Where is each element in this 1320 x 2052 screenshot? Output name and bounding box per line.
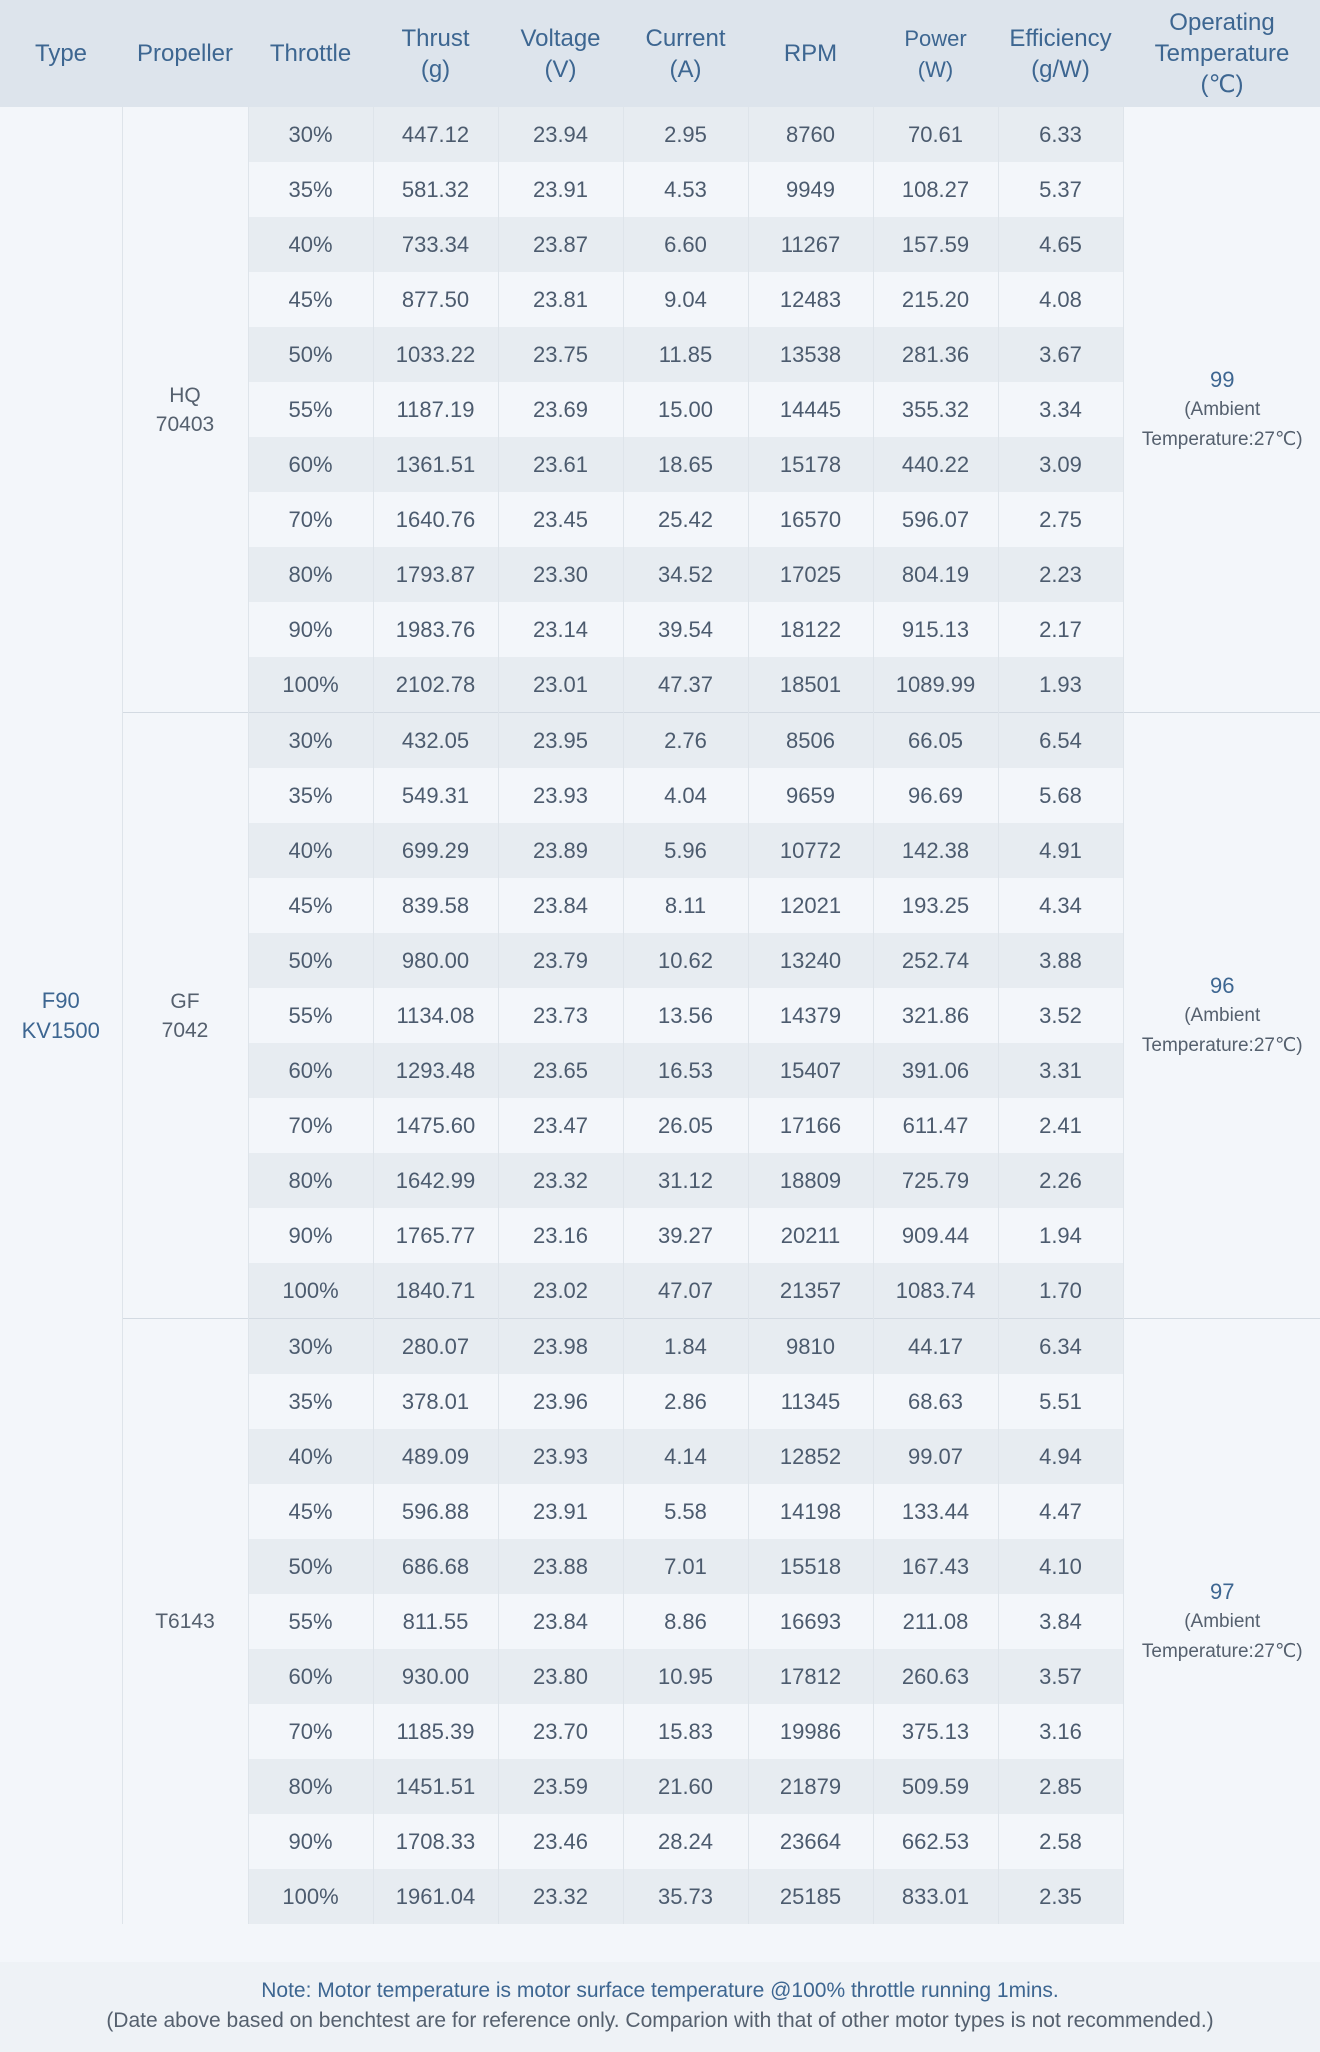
header-throttle: Throttle [248, 0, 373, 107]
cell-current: 47.07 [623, 1263, 748, 1319]
cell-power: 804.19 [873, 547, 998, 602]
cell-voltage: 23.32 [498, 1153, 623, 1208]
cell-power: 211.08 [873, 1594, 998, 1649]
operating-temperature-cell [1123, 1319, 1320, 1925]
cell-efficiency: 3.31 [998, 1043, 1123, 1098]
cell-thrust: 2102.78 [373, 657, 498, 713]
cell-thrust: 447.12 [373, 107, 498, 162]
header-efficiency-label: Efficiency [1009, 24, 1112, 52]
cell-current: 4.53 [623, 162, 748, 217]
cell-current: 8.86 [623, 1594, 748, 1649]
cell-power: 133.44 [873, 1484, 998, 1539]
cell-voltage: 23.91 [498, 162, 623, 217]
cell-voltage: 23.46 [498, 1814, 623, 1869]
cell-voltage: 23.93 [498, 1429, 623, 1484]
cell-rpm: 17812 [748, 1649, 873, 1704]
cell-throttle: 35% [248, 1374, 373, 1429]
cell-power: 440.22 [873, 437, 998, 492]
ambient-temperature-line: Temperature:27℃) [1141, 428, 1303, 450]
cell-voltage: 23.73 [498, 988, 623, 1043]
cell-thrust: 699.29 [373, 823, 498, 878]
cell-throttle: 80% [248, 1153, 373, 1208]
cell-thrust: 1185.39 [373, 1704, 498, 1759]
cell-current: 47.37 [623, 657, 748, 713]
cell-thrust: 432.05 [373, 713, 498, 769]
cell-throttle: 55% [248, 382, 373, 437]
cell-throttle: 50% [248, 1539, 373, 1594]
cell-efficiency: 3.09 [998, 437, 1123, 492]
cell-throttle: 55% [248, 1594, 373, 1649]
cell-thrust: 811.55 [373, 1594, 498, 1649]
header-efficiency-unit: (g/W) [1031, 55, 1090, 83]
cell-throttle: 80% [248, 1759, 373, 1814]
cell-voltage: 23.65 [498, 1043, 623, 1098]
header-power-label: Power [904, 25, 967, 51]
cell-voltage: 23.59 [498, 1759, 623, 1814]
cell-throttle: 40% [248, 1429, 373, 1484]
cell-voltage: 23.14 [498, 602, 623, 657]
header-thrust [373, 0, 498, 107]
cell-efficiency: 4.10 [998, 1539, 1123, 1594]
cell-current: 34.52 [623, 547, 748, 602]
cell-throttle: 45% [248, 1484, 373, 1539]
cell-thrust: 1793.87 [373, 547, 498, 602]
cell-current: 8.11 [623, 878, 748, 933]
cell-thrust: 686.68 [373, 1539, 498, 1594]
cell-voltage: 23.70 [498, 1704, 623, 1759]
cell-power: 99.07 [873, 1429, 998, 1484]
cell-current: 31.12 [623, 1153, 748, 1208]
cell-power: 355.32 [873, 382, 998, 437]
header-thrust-unit: (g) [420, 55, 451, 83]
cell-efficiency: 4.91 [998, 823, 1123, 878]
cell-power: 611.47 [873, 1098, 998, 1153]
cell-rpm: 9949 [748, 162, 873, 217]
cell-current: 2.76 [623, 713, 748, 769]
cell-power: 193.25 [873, 878, 998, 933]
propeller-name-line: T6143 [155, 1610, 215, 1633]
cell-power: 281.36 [873, 327, 998, 382]
cell-throttle: 55% [248, 988, 373, 1043]
cell-thrust: 733.34 [373, 217, 498, 272]
cell-throttle: 45% [248, 878, 373, 933]
cell-efficiency: 5.51 [998, 1374, 1123, 1429]
header-voltage-label: Voltage [520, 24, 601, 52]
cell-efficiency: 3.34 [998, 382, 1123, 437]
cell-throttle: 100% [248, 657, 373, 713]
motor-type-line: KV1500 [21, 1017, 100, 1043]
propeller-name-line: GF [170, 989, 200, 1013]
cell-voltage: 23.93 [498, 768, 623, 823]
cell-current: 18.65 [623, 437, 748, 492]
motor-type-cell [0, 107, 122, 1924]
cell-current: 5.58 [623, 1484, 748, 1539]
cell-thrust: 980.00 [373, 933, 498, 988]
cell-voltage: 23.16 [498, 1208, 623, 1263]
cell-current: 6.60 [623, 217, 748, 272]
cell-throttle: 80% [248, 547, 373, 602]
header-temperature-line2: Temperature [1154, 40, 1290, 67]
cell-throttle: 30% [248, 1319, 373, 1375]
cell-power: 391.06 [873, 1043, 998, 1098]
cell-voltage: 23.95 [498, 713, 623, 769]
cell-power: 375.13 [873, 1704, 998, 1759]
cell-efficiency: 6.33 [998, 107, 1123, 162]
cell-efficiency: 2.75 [998, 492, 1123, 547]
cell-rpm: 18809 [748, 1153, 873, 1208]
temperature-value: 99 [1210, 366, 1235, 392]
propeller-name-line: 70403 [155, 412, 215, 436]
cell-thrust: 549.31 [373, 768, 498, 823]
cell-voltage: 23.79 [498, 933, 623, 988]
cell-thrust: 378.01 [373, 1374, 498, 1429]
cell-throttle: 100% [248, 1263, 373, 1319]
propeller-cell [122, 1319, 248, 1925]
cell-current: 4.04 [623, 768, 748, 823]
cell-throttle: 60% [248, 437, 373, 492]
cell-efficiency: 3.52 [998, 988, 1123, 1043]
cell-rpm: 13538 [748, 327, 873, 382]
cell-thrust: 1033.22 [373, 327, 498, 382]
cell-efficiency: 4.47 [998, 1484, 1123, 1539]
cell-current: 13.56 [623, 988, 748, 1043]
motor-type-line: F90 [41, 987, 80, 1013]
cell-voltage: 23.80 [498, 1649, 623, 1704]
cell-voltage: 23.47 [498, 1098, 623, 1153]
cell-efficiency: 3.16 [998, 1704, 1123, 1759]
cell-throttle: 90% [248, 1814, 373, 1869]
cell-rpm: 9810 [748, 1319, 873, 1375]
cell-rpm: 15518 [748, 1539, 873, 1594]
header-propeller: Propeller [122, 0, 248, 107]
cell-power: 1083.74 [873, 1263, 998, 1319]
cell-thrust: 1765.77 [373, 1208, 498, 1263]
cell-rpm: 11267 [748, 217, 873, 272]
cell-rpm: 25185 [748, 1869, 873, 1924]
cell-throttle: 70% [248, 1704, 373, 1759]
cell-rpm: 17166 [748, 1098, 873, 1153]
cell-rpm: 18501 [748, 657, 873, 713]
cell-current: 4.14 [623, 1429, 748, 1484]
cell-rpm: 23664 [748, 1814, 873, 1869]
header-current [623, 0, 748, 107]
cell-thrust: 1640.76 [373, 492, 498, 547]
cell-thrust: 839.58 [373, 878, 498, 933]
cell-power: 662.53 [873, 1814, 998, 1869]
header-current-label: Current [645, 24, 726, 52]
cell-thrust: 280.07 [373, 1319, 498, 1375]
cell-throttle: 90% [248, 1208, 373, 1263]
cell-rpm: 8760 [748, 107, 873, 162]
cell-rpm: 15178 [748, 437, 873, 492]
cell-efficiency: 2.41 [998, 1098, 1123, 1153]
cell-power: 509.59 [873, 1759, 998, 1814]
cell-rpm: 21879 [748, 1759, 873, 1814]
cell-efficiency: 3.88 [998, 933, 1123, 988]
cell-throttle: 40% [248, 823, 373, 878]
header-thrust-label: Thrust [401, 24, 470, 52]
cell-efficiency: 4.34 [998, 878, 1123, 933]
table-header-row [0, 0, 1320, 107]
header-power [873, 0, 998, 107]
cell-thrust: 1642.99 [373, 1153, 498, 1208]
cell-current: 15.83 [623, 1704, 748, 1759]
footnote-line1: Note: Motor temperature is motor surface temperature @100% throttle running 1mins. [261, 1979, 1059, 2002]
cell-power: 167.43 [873, 1539, 998, 1594]
footnote-line2: (Date above based on benchtest are for reference only. Comparion with that of other motor types is not recommended.) [106, 2009, 1214, 2032]
cell-throttle: 100% [248, 1869, 373, 1924]
cell-throttle: 35% [248, 768, 373, 823]
cell-power: 596.07 [873, 492, 998, 547]
cell-voltage: 23.02 [498, 1263, 623, 1319]
cell-power: 215.20 [873, 272, 998, 327]
cell-current: 10.95 [623, 1649, 748, 1704]
cell-rpm: 9659 [748, 768, 873, 823]
cell-rpm: 13240 [748, 933, 873, 988]
cell-rpm: 11345 [748, 1374, 873, 1429]
cell-current: 39.54 [623, 602, 748, 657]
ambient-temperature-line: Temperature:27℃) [1141, 1640, 1303, 1662]
cell-voltage: 23.87 [498, 217, 623, 272]
cell-efficiency: 2.17 [998, 602, 1123, 657]
table-row [0, 107, 1320, 162]
cell-rpm: 15407 [748, 1043, 873, 1098]
cell-rpm: 10772 [748, 823, 873, 878]
cell-current: 7.01 [623, 1539, 748, 1594]
cell-rpm: 12852 [748, 1429, 873, 1484]
header-efficiency [998, 0, 1123, 107]
cell-throttle: 45% [248, 272, 373, 327]
cell-current: 25.42 [623, 492, 748, 547]
cell-thrust: 1983.76 [373, 602, 498, 657]
cell-current: 15.00 [623, 382, 748, 437]
cell-efficiency: 2.35 [998, 1869, 1123, 1924]
cell-rpm: 12483 [748, 272, 873, 327]
cell-thrust: 581.32 [373, 162, 498, 217]
cell-efficiency: 3.57 [998, 1649, 1123, 1704]
header-power-unit: (W) [917, 56, 954, 82]
cell-rpm: 14379 [748, 988, 873, 1043]
cell-efficiency: 1.93 [998, 657, 1123, 713]
cell-efficiency: 2.85 [998, 1759, 1123, 1814]
cell-current: 26.05 [623, 1098, 748, 1153]
cell-throttle: 70% [248, 492, 373, 547]
cell-power: 321.86 [873, 988, 998, 1043]
cell-power: 68.63 [873, 1374, 998, 1429]
cell-thrust: 489.09 [373, 1429, 498, 1484]
operating-temperature-cell [1123, 107, 1320, 713]
cell-efficiency: 4.08 [998, 272, 1123, 327]
cell-voltage: 23.91 [498, 1484, 623, 1539]
table-row [0, 713, 1320, 769]
propeller-name-line: HQ [169, 383, 201, 407]
propeller-cell [122, 713, 248, 1319]
cell-thrust: 1361.51 [373, 437, 498, 492]
cell-efficiency: 4.65 [998, 217, 1123, 272]
cell-voltage: 23.75 [498, 327, 623, 382]
cell-power: 142.38 [873, 823, 998, 878]
cell-thrust: 930.00 [373, 1649, 498, 1704]
cell-rpm: 17025 [748, 547, 873, 602]
cell-rpm: 20211 [748, 1208, 873, 1263]
header-type: Type [0, 0, 122, 107]
table-row [0, 1319, 1320, 1375]
header-temperature-unit: (℃) [1200, 71, 1244, 98]
cell-current: 35.73 [623, 1869, 748, 1924]
ambient-temperature-line: (Ambient [1184, 398, 1261, 420]
cell-power: 44.17 [873, 1319, 998, 1375]
cell-power: 915.13 [873, 602, 998, 657]
cell-current: 28.24 [623, 1814, 748, 1869]
cell-power: 725.79 [873, 1153, 998, 1208]
cell-voltage: 23.89 [498, 823, 623, 878]
cell-thrust: 1475.60 [373, 1098, 498, 1153]
ambient-temperature-line: Temperature:27℃) [1141, 1034, 1303, 1056]
operating-temperature-cell [1123, 713, 1320, 1319]
cell-efficiency: 1.70 [998, 1263, 1123, 1319]
cell-rpm: 21357 [748, 1263, 873, 1319]
cell-current: 5.96 [623, 823, 748, 878]
header-current-unit: (A) [669, 55, 702, 83]
cell-voltage: 23.69 [498, 382, 623, 437]
cell-rpm: 14445 [748, 382, 873, 437]
header-rpm: RPM [748, 0, 873, 107]
cell-thrust: 1840.71 [373, 1263, 498, 1319]
cell-power: 833.01 [873, 1869, 998, 1924]
footnote [0, 1962, 1320, 2052]
cell-rpm: 14198 [748, 1484, 873, 1539]
cell-current: 39.27 [623, 1208, 748, 1263]
header-voltage-unit: (V) [544, 55, 577, 83]
cell-current: 10.62 [623, 933, 748, 988]
header-temperature [1123, 0, 1320, 107]
header-temperature-line1: Operating [1169, 9, 1275, 36]
header-voltage [498, 0, 623, 107]
cell-rpm: 8506 [748, 713, 873, 769]
cell-voltage: 23.84 [498, 878, 623, 933]
cell-voltage: 23.81 [498, 272, 623, 327]
cell-voltage: 23.98 [498, 1319, 623, 1375]
cell-power: 1089.99 [873, 657, 998, 713]
cell-thrust: 1961.04 [373, 1869, 498, 1924]
cell-power: 96.69 [873, 768, 998, 823]
cell-throttle: 60% [248, 1043, 373, 1098]
cell-power: 252.74 [873, 933, 998, 988]
temperature-value: 96 [1210, 972, 1235, 998]
cell-throttle: 35% [248, 162, 373, 217]
cell-efficiency: 6.34 [998, 1319, 1123, 1375]
cell-rpm: 18122 [748, 602, 873, 657]
cell-efficiency: 3.67 [998, 327, 1123, 382]
cell-thrust: 1293.48 [373, 1043, 498, 1098]
cell-current: 11.85 [623, 327, 748, 382]
cell-current: 21.60 [623, 1759, 748, 1814]
cell-throttle: 70% [248, 1098, 373, 1153]
cell-efficiency: 3.84 [998, 1594, 1123, 1649]
cell-throttle: 60% [248, 1649, 373, 1704]
cell-thrust: 1451.51 [373, 1759, 498, 1814]
cell-current: 9.04 [623, 272, 748, 327]
temperature-value: 97 [1210, 1578, 1235, 1604]
cell-rpm: 16693 [748, 1594, 873, 1649]
cell-voltage: 23.94 [498, 107, 623, 162]
cell-power: 157.59 [873, 217, 998, 272]
cell-rpm: 19986 [748, 1704, 873, 1759]
cell-voltage: 23.01 [498, 657, 623, 713]
cell-current: 2.86 [623, 1374, 748, 1429]
cell-thrust: 596.88 [373, 1484, 498, 1539]
cell-current: 2.95 [623, 107, 748, 162]
cell-voltage: 23.61 [498, 437, 623, 492]
cell-efficiency: 2.26 [998, 1153, 1123, 1208]
cell-power: 108.27 [873, 162, 998, 217]
cell-current: 1.84 [623, 1319, 748, 1375]
cell-efficiency: 6.54 [998, 713, 1123, 769]
cell-efficiency: 5.68 [998, 768, 1123, 823]
cell-throttle: 90% [248, 602, 373, 657]
cell-power: 66.05 [873, 713, 998, 769]
cell-throttle: 40% [248, 217, 373, 272]
propeller-name-line: 7042 [161, 1018, 209, 1042]
cell-rpm: 16570 [748, 492, 873, 547]
cell-voltage: 23.32 [498, 1869, 623, 1924]
ambient-temperature-line: (Ambient [1184, 1004, 1261, 1026]
cell-power: 260.63 [873, 1649, 998, 1704]
cell-thrust: 1187.19 [373, 382, 498, 437]
cell-power: 909.44 [873, 1208, 998, 1263]
cell-rpm: 12021 [748, 878, 873, 933]
cell-efficiency: 5.37 [998, 162, 1123, 217]
cell-current: 16.53 [623, 1043, 748, 1098]
cell-throttle: 30% [248, 107, 373, 162]
cell-efficiency: 4.94 [998, 1429, 1123, 1484]
cell-power: 70.61 [873, 107, 998, 162]
ambient-temperature-line: (Ambient [1184, 1610, 1261, 1632]
table-body [0, 107, 1320, 1924]
cell-voltage: 23.88 [498, 1539, 623, 1594]
cell-efficiency: 1.94 [998, 1208, 1123, 1263]
cell-voltage: 23.30 [498, 547, 623, 602]
cell-throttle: 50% [248, 933, 373, 988]
cell-thrust: 1134.08 [373, 988, 498, 1043]
cell-voltage: 23.84 [498, 1594, 623, 1649]
cell-voltage: 23.45 [498, 492, 623, 547]
cell-thrust: 877.50 [373, 272, 498, 327]
cell-throttle: 30% [248, 713, 373, 769]
cell-efficiency: 2.23 [998, 547, 1123, 602]
cell-efficiency: 2.58 [998, 1814, 1123, 1869]
cell-thrust: 1708.33 [373, 1814, 498, 1869]
cell-throttle: 50% [248, 327, 373, 382]
cell-voltage: 23.96 [498, 1374, 623, 1429]
propeller-cell [122, 107, 248, 713]
